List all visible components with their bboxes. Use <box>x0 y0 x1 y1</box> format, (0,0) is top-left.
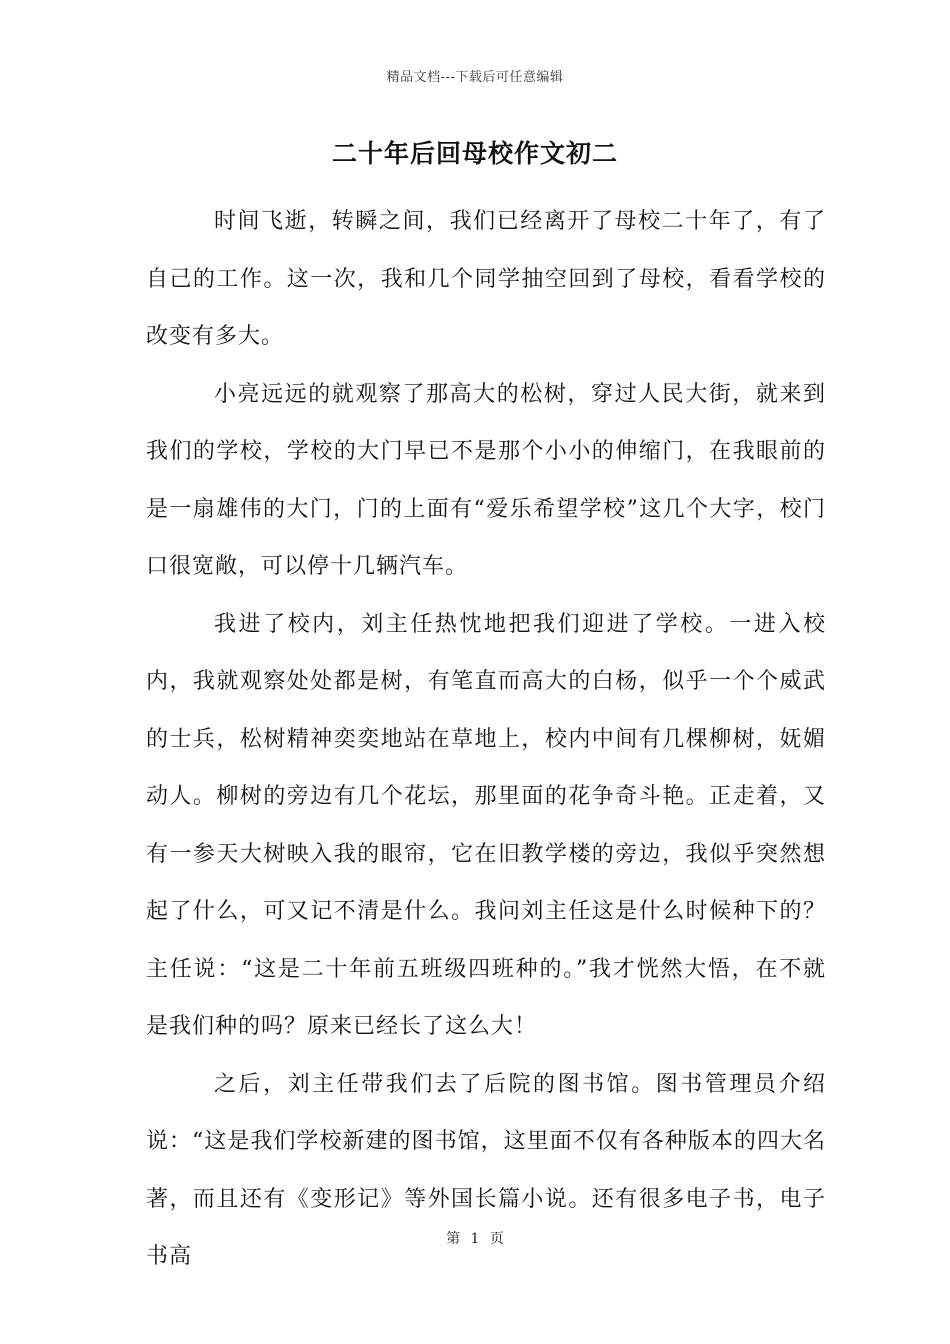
document-title: 二十年后回母校作文初二 <box>331 139 618 168</box>
paragraph: 之后，刘主任带我们去了后院的图书馆。图书管理员介绍说：“这是我们学校新建的图书馆，这里面不仅有各种版本的四大名著，而且还有《变形记》等外国长篇小说。还有很多电子书，电子书高 <box>146 1071 826 1269</box>
header-note: 精品文档---下载后可任意编辑 <box>386 70 564 85</box>
page-number-prefix: 第 <box>446 1231 461 1247</box>
paragraph: 我进了校内，刘主任热忱地把我们迎进了学校。一进入校内，我就观察处处都是树，有笔直而高大的白杨，似乎一个个威武的士兵，松树精神奕奕地站在草地上，校内中间有几棵柳树，妩媚动人。柳树的旁边有几个花坛，那里面的花争奇斗艳。正走着，又有一参天大树映入我的眼帘，它在旧教学楼的旁边，我似乎突然想起了什么，可又记不清是什么。我问刘主任这是什么时候种下的？主任说：“这是二十年前五班级四班种的。”我才恍然大悟，在不就是我们种的吗？原来已经长了这么大！ <box>146 611 826 1039</box>
paragraph: 小亮远远的就观察了那高大的松树，穿过人民大街，就来到我们的学校，学校的大门早已不是那个小小的伸缩门，在我眼前的是一扇雄伟的大门，门的上面有“爱乐希望学校”这几个大字，校门口很宽敞，可以停十几辆汽车。 <box>146 381 826 579</box>
page-number: 1 <box>470 1231 480 1247</box>
paragraph: 时间飞逝，转瞬之间，我们已经离开了母校二十年了，有了自己的工作。这一次，我和几个同学抽空回到了母校，看看学校的改变有多大。 <box>146 209 826 349</box>
page-footer <box>0 1228 950 1248</box>
page-number-suffix: 页 <box>489 1231 504 1247</box>
document-body <box>146 193 826 1286</box>
